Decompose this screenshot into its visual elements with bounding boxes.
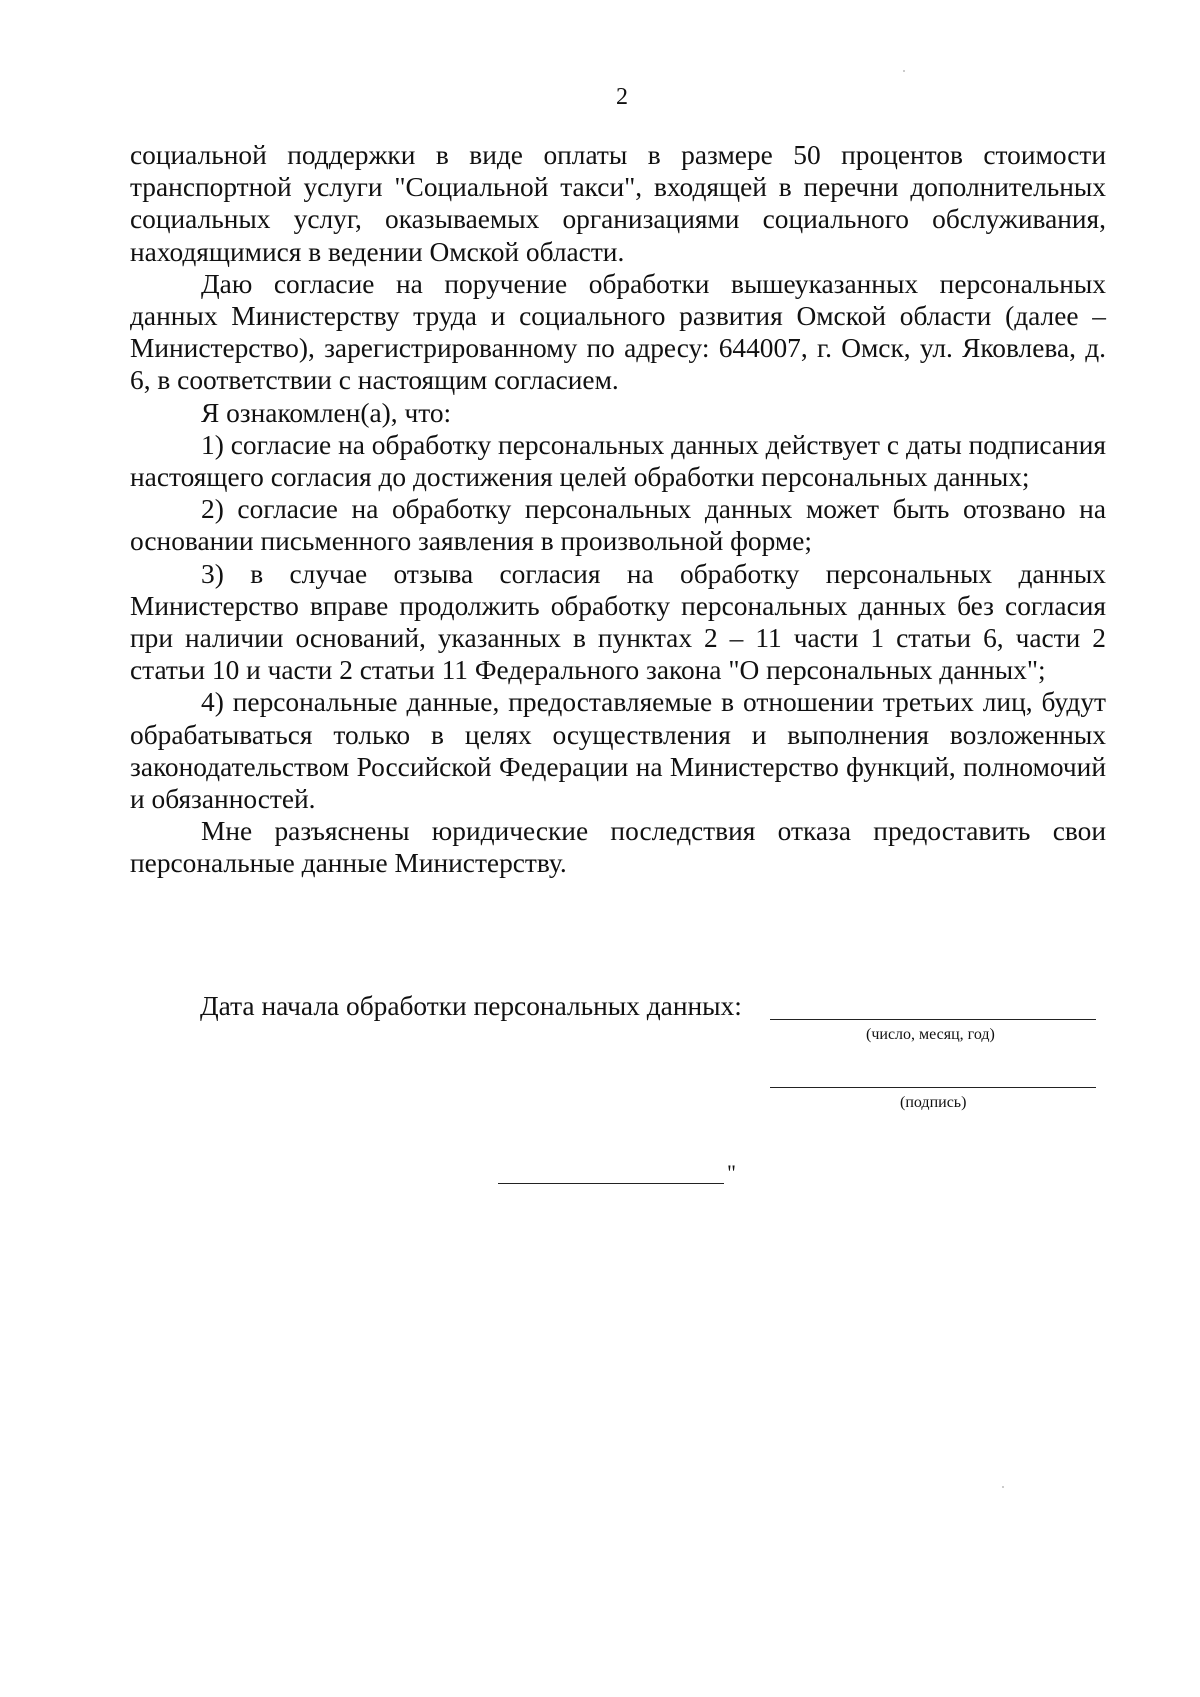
list-item-3: 3) в случае отзыва согласия на обработку персональных данных Министерство вправе продолжить обработку персональных данных без согласия при наличии оснований, указанных в пунктах 2 – 11 части 1 статьи 6, части 2 статьи 10 и части 2 статьи 11 Федерального закона "О персональных данных"; <box>130 558 1106 686</box>
paragraph-consequences: Мне разъяснены юридические последствия отказа предоставить свои персональные данные Министерству. <box>130 816 1106 879</box>
date-caption: (число, месяц, год) <box>866 1026 995 1043</box>
page-number: 2 <box>616 84 628 110</box>
scan-speck <box>903 70 905 72</box>
paragraph-consent-assignment: Даю согласие на поручение обработки вышеуказанных персональных данных Министерству труда и социального развития Омской области (далее – Министерство), зарегистрированному по адресу: 644007, г. Омск, ул. Яковлева, д. 6, в соответствии с настоящим согласием. <box>130 268 1106 396</box>
list-item-4: 4) персональные данные, предоставляемые в отношении третьих лиц, будут обрабатываться только в целях осуществления и выполнения возложенных законодательством Российской Федерации на Министерство функций, полномочий и обязанностей. <box>130 687 1106 815</box>
date-label: Дата начала обработки персональных данных: <box>200 991 742 1021</box>
paragraph-continuation: социальной поддержки в виде оплаты в размере 50 процентов стоимости транспортной услуги "Социальной такси", входящей в перечни дополнительных социальных услуг, оказываемых организациями социального обслуживания, находящимися в ведении Омской области. <box>130 140 1106 267</box>
scan-speck <box>1002 1486 1004 1488</box>
bottom-blank-line <box>498 1183 724 1184</box>
signature-caption: (подпись) <box>900 1094 967 1111</box>
list-item-1: 1) согласие на обработку персональных данных действует с даты подписания настоящего согласия до достижения целей обработки персональных данных; <box>130 429 1106 493</box>
document-body <box>130 139 1106 880</box>
list-item-2: 2) согласие на обработку персональных данных может быть отозвано на основании письменного заявления в произвольной форме; <box>130 494 1106 557</box>
quote-mark: " <box>727 1160 736 1185</box>
date-blank-line <box>770 1019 1096 1020</box>
paragraph-acknowledgement-intro: Я ознакомлен(а), что: <box>201 397 452 428</box>
signature-blank-line <box>770 1087 1096 1088</box>
